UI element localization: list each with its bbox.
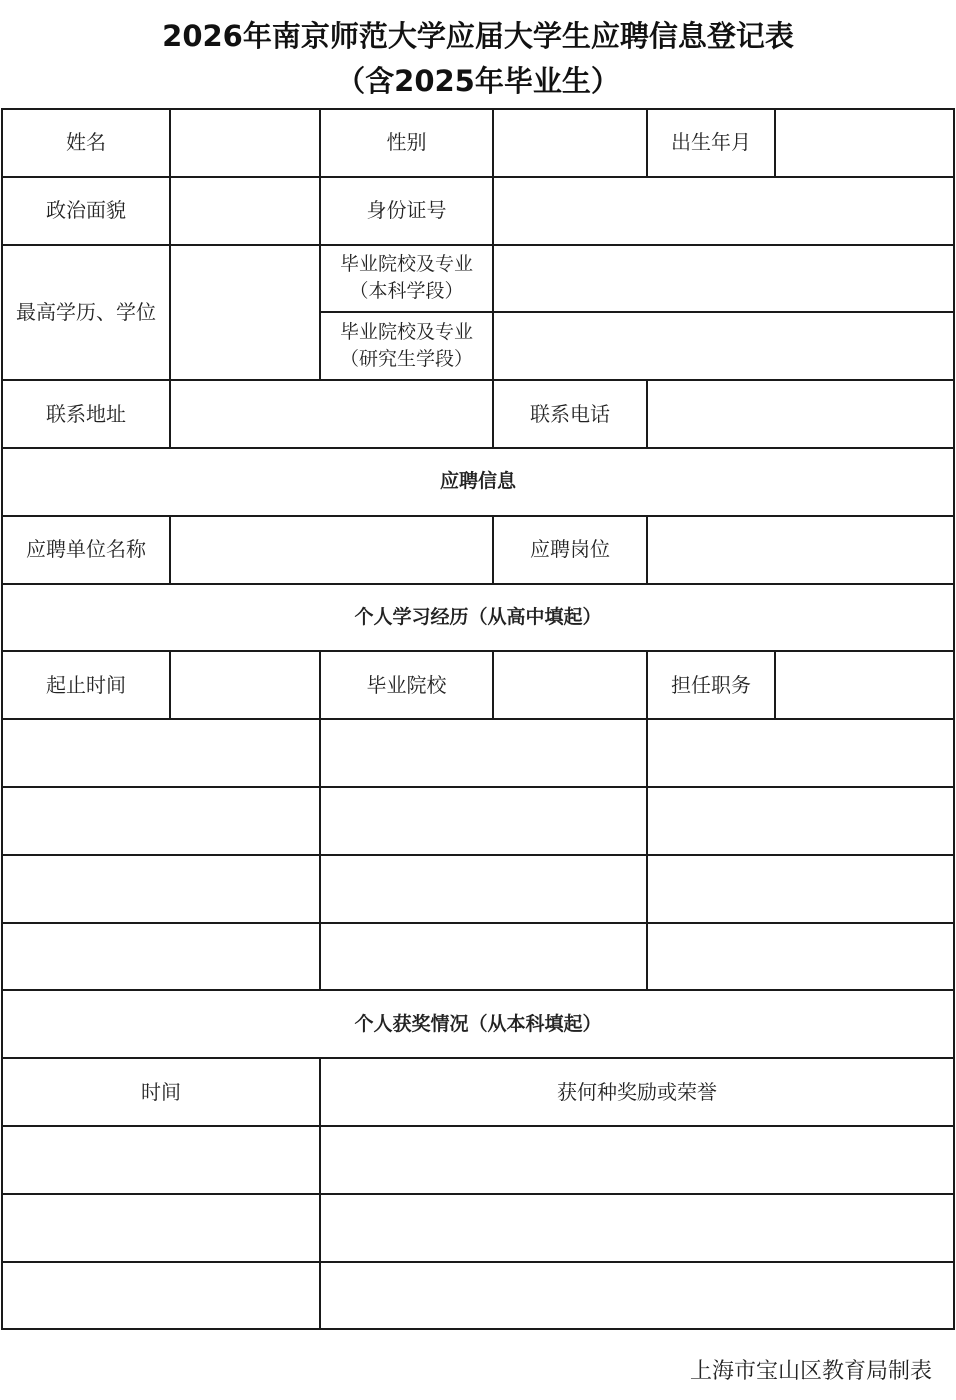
label-political: 政治面貌 (2, 177, 170, 245)
study-position-cell[interactable] (647, 923, 954, 991)
award-row (2, 1262, 954, 1330)
field-grad[interactable] (493, 312, 954, 380)
section-awards: 个人获奖情况（从本科填起） (2, 990, 954, 1058)
row-contact (2, 380, 954, 448)
label-gender: 性别 (320, 109, 493, 177)
label-undergrad-line1: 毕业院校及专业 (339, 253, 473, 276)
study-school-cell[interactable] (320, 719, 647, 787)
label-grad (320, 312, 493, 380)
label-apply-post: 应聘岗位 (493, 516, 647, 584)
field-birth[interactable] (775, 109, 954, 177)
row-section-apply (2, 448, 954, 516)
study-school-cell[interactable] (320, 855, 647, 923)
award-name-cell[interactable] (320, 1194, 954, 1262)
section-apply-info: 应聘信息 (2, 448, 954, 516)
field-address[interactable] (170, 380, 493, 448)
field-period[interactable] (170, 651, 320, 719)
study-row (2, 719, 954, 787)
study-position-cell[interactable] (647, 855, 954, 923)
label-school: 毕业院校 (320, 651, 493, 719)
study-period-cell[interactable] (2, 719, 320, 787)
study-period-cell[interactable] (2, 923, 320, 991)
field-name[interactable] (170, 109, 320, 177)
registration-table (1, 108, 955, 1330)
label-award-name: 获何种奖励或荣誉 (320, 1058, 954, 1126)
study-school-cell[interactable] (320, 923, 647, 991)
award-time-cell[interactable] (2, 1262, 320, 1330)
label-id-number: 身份证号 (320, 177, 493, 245)
study-row (2, 787, 954, 855)
field-political[interactable] (170, 177, 320, 245)
field-id-number[interactable] (493, 177, 954, 245)
row-study-header (2, 651, 954, 719)
row-section-study (2, 584, 954, 652)
study-period-cell[interactable] (2, 787, 320, 855)
study-school-cell[interactable] (320, 787, 647, 855)
row-apply (2, 516, 954, 584)
row-basic-2 (2, 177, 954, 245)
study-row (2, 923, 954, 991)
field-phone[interactable] (647, 380, 954, 448)
footer-issuer: 上海市宝山区教育局制表 (689, 1359, 932, 1384)
study-position-cell[interactable] (647, 787, 954, 855)
label-grad-line2: （研究生学段） (339, 348, 473, 371)
field-apply-unit[interactable] (170, 516, 493, 584)
label-name: 姓名 (2, 109, 170, 177)
label-phone: 联系电话 (493, 380, 647, 448)
field-gender[interactable] (493, 109, 647, 177)
label-undergrad-line2: （本科学段） (349, 280, 464, 303)
label-apply-unit: 应聘单位名称 (2, 516, 170, 584)
label-award-time: 时间 (2, 1058, 320, 1126)
section-study-history: 个人学习经历（从高中填起） (2, 584, 954, 652)
row-section-awards (2, 990, 954, 1058)
field-position[interactable] (775, 651, 954, 719)
award-row (2, 1126, 954, 1194)
award-name-cell[interactable] (320, 1126, 954, 1194)
field-school[interactable] (493, 651, 647, 719)
label-position: 担任职务 (647, 651, 775, 719)
award-row (2, 1194, 954, 1262)
field-education[interactable] (170, 245, 320, 381)
label-birth: 出生年月 (647, 109, 775, 177)
label-education: 最高学历、学位 (2, 245, 170, 381)
label-address: 联系地址 (2, 380, 170, 448)
study-position-cell[interactable] (647, 719, 954, 787)
form-title: 2026年南京师范大学应届大学生应聘信息登记表 (162, 19, 794, 53)
row-education-1 (2, 245, 954, 313)
label-period: 起止时间 (2, 651, 170, 719)
row-basic-1 (2, 109, 954, 177)
field-undergrad[interactable] (493, 245, 954, 313)
row-awards-header (2, 1058, 954, 1126)
form-subtitle: （含2025年毕业生） (336, 64, 620, 98)
study-period-cell[interactable] (2, 855, 320, 923)
award-time-cell[interactable] (2, 1194, 320, 1262)
label-undergrad (320, 245, 493, 313)
field-apply-post[interactable] (647, 516, 954, 584)
award-time-cell[interactable] (2, 1126, 320, 1194)
label-grad-line1: 毕业院校及专业 (339, 321, 473, 344)
study-row (2, 855, 954, 923)
award-name-cell[interactable] (320, 1262, 954, 1330)
